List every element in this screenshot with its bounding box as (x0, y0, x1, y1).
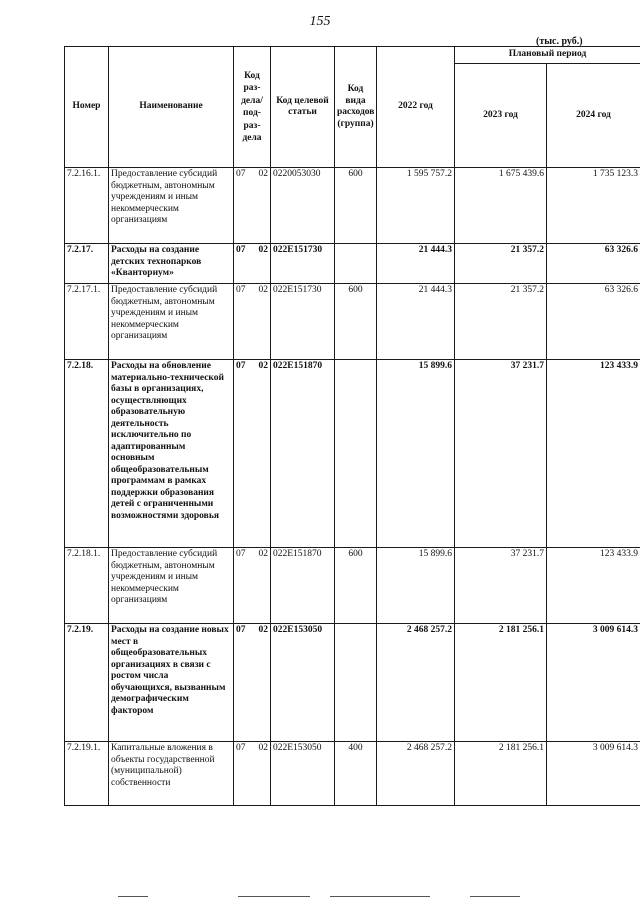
row-amount-2023: 21 357.2 (455, 284, 547, 360)
row-number: 7.2.18.1. (65, 548, 109, 624)
header-year-2022: 2022 год (377, 47, 455, 168)
header-target-code: Код целевой статьи (271, 47, 335, 168)
row-section-code (234, 742, 271, 806)
row-amount-2023: 1 675 439.6 (455, 168, 547, 244)
row-amount-2022: 2 468 257.2 (377, 624, 455, 742)
row-name: Расходы на обновление материально-технической базы в организациях, осуществляющих образовательную деятельность исключительно по адаптированным основным общеобразовательным программам в рамках поддержки образования детей с ограниченными возможностями здоровья (109, 360, 234, 548)
header-plan-period: Плановый период (455, 47, 640, 64)
row-target-code: 022E151730 (271, 284, 335, 360)
header-row (65, 47, 640, 64)
header-expense-type-code: Код вида расходов (группа) (335, 47, 377, 168)
scan-artifact-line (238, 896, 310, 897)
table-row (65, 284, 640, 360)
row-section-code (234, 624, 271, 742)
razdel-code: 07 (236, 743, 246, 753)
header-year-2023: 2023 год (455, 64, 547, 168)
row-amount-2022: 15 899.6 (377, 360, 455, 548)
row-amount-2022: 2 468 257.2 (377, 742, 455, 806)
razdel-code: 07 (236, 285, 246, 295)
scan-artifact-line (330, 896, 430, 897)
scan-artifact-line (118, 896, 148, 897)
podrazdel-code: 02 (258, 169, 268, 179)
table-row (65, 168, 640, 244)
row-name: Предоставление субсидий бюджетным, автономным учреждениям и иным некоммерческим организациям (109, 548, 234, 624)
podrazdel-code: 02 (258, 361, 268, 371)
scan-artifact-line (470, 896, 520, 897)
podrazdel-code: 02 (258, 245, 268, 255)
row-number: 7.2.16.1. (65, 168, 109, 244)
row-name: Расходы на создание детских технопарков «Кванториум» (109, 244, 234, 284)
budget-table (64, 46, 640, 806)
row-name: Капитальные вложения в объекты государственной (муниципальной) собственности (109, 742, 234, 806)
row-section-code (234, 284, 271, 360)
podrazdel-code: 02 (258, 549, 268, 559)
row-expense-type (335, 244, 377, 284)
header-section-code: Код раз- дела/ под- раз- дела (234, 47, 271, 168)
row-target-code: 022E151870 (271, 360, 335, 548)
row-amount-2022: 15 899.6 (377, 548, 455, 624)
row-target-code: 022E151730 (271, 244, 335, 284)
row-name: Предоставление субсидий бюджетным, автономным учреждениям и иным некоммерческим организациям (109, 168, 234, 244)
row-amount-2024: 1 735 123.3 (547, 168, 640, 244)
row-amount-2024: 63 326.6 (547, 284, 640, 360)
table-row (65, 624, 640, 742)
row-target-code: 022E153050 (271, 624, 335, 742)
row-amount-2024: 3 009 614.3 (547, 624, 640, 742)
header-year-2024: 2024 год (547, 64, 640, 168)
razdel-code: 07 (236, 245, 246, 255)
row-number: 7.2.19. (65, 624, 109, 742)
unit-note: (тыс. руб.) (536, 36, 583, 47)
razdel-code: 07 (236, 625, 246, 635)
row-amount-2022: 1 595 757.2 (377, 168, 455, 244)
row-target-code: 0220053030 (271, 168, 335, 244)
row-section-code (234, 168, 271, 244)
podrazdel-code: 02 (258, 285, 268, 295)
razdel-code: 07 (236, 361, 246, 371)
row-amount-2023: 2 181 256.1 (455, 742, 547, 806)
row-amount-2023: 2 181 256.1 (455, 624, 547, 742)
row-number: 7.2.17.1. (65, 284, 109, 360)
razdel-code: 07 (236, 549, 246, 559)
row-expense-type: 600 (335, 284, 377, 360)
row-number: 7.2.17. (65, 244, 109, 284)
razdel-code: 07 (236, 169, 246, 179)
row-amount-2022: 21 444.3 (377, 244, 455, 284)
header-name: Наименование (109, 47, 234, 168)
row-amount-2024: 3 009 614.3 (547, 742, 640, 806)
podrazdel-code: 02 (258, 743, 268, 753)
row-amount-2024: 123 433.9 (547, 360, 640, 548)
row-expense-type: 600 (335, 168, 377, 244)
table-row (65, 548, 640, 624)
row-number: 7.2.19.1. (65, 742, 109, 806)
table-row (65, 742, 640, 806)
row-amount-2022: 21 444.3 (377, 284, 455, 360)
row-target-code: 022E151870 (271, 548, 335, 624)
row-name: Предоставление субсидий бюджетным, автономным учреждениям и иным некоммерческим организациям (109, 284, 234, 360)
table-row (65, 360, 640, 548)
row-amount-2024: 123 433.9 (547, 548, 640, 624)
row-section-code (234, 244, 271, 284)
row-expense-type (335, 624, 377, 742)
podrazdel-code: 02 (258, 625, 268, 635)
row-target-code: 022E153050 (271, 742, 335, 806)
row-section-code (234, 360, 271, 548)
row-amount-2024: 63 326.6 (547, 244, 640, 284)
row-amount-2023: 37 231.7 (455, 360, 547, 548)
row-section-code (234, 548, 271, 624)
page-number: 155 (309, 14, 331, 29)
row-expense-type: 600 (335, 548, 377, 624)
table-row (65, 244, 640, 284)
row-amount-2023: 37 231.7 (455, 548, 547, 624)
row-name: Расходы на создание новых мест в общеобразовательных организациях в связи с ростом числа обучающихся, вызванным демографическим фактором (109, 624, 234, 742)
row-amount-2023: 21 357.2 (455, 244, 547, 284)
row-expense-type: 400 (335, 742, 377, 806)
row-number: 7.2.18. (65, 360, 109, 548)
header-number: Номер (65, 47, 109, 168)
row-expense-type (335, 360, 377, 548)
